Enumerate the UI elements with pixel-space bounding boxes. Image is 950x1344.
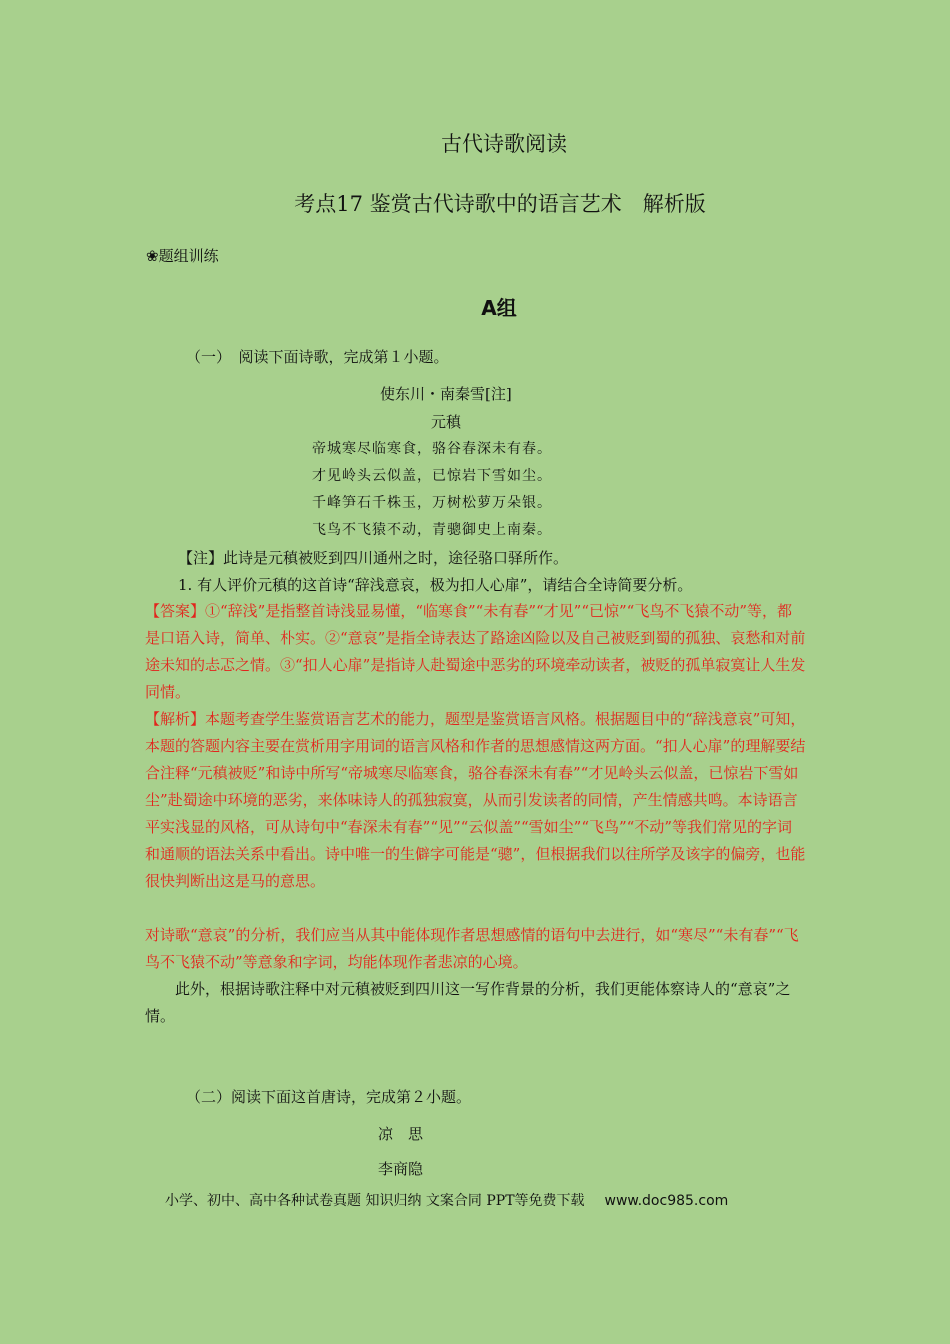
poem1-line: 飞鸟不飞猿不动，青骢御史上南秦。: [312, 522, 552, 538]
page-footer: [165, 1190, 728, 1210]
poem1-title: 使东川・南秦雪[注]: [380, 385, 512, 403]
poem1-author: 元稹: [431, 413, 462, 431]
answer-block: 【答案】①“辞浅”是指整首诗浅显易懂，“临寒食”“未有春”“才见”“已惊”“飞鸟不飞猿不动”等，都是口语入诗，简单、朴实。②“意哀”是指全诗表达了路途凶险以及自己被贬到蜀的孤独、哀愁和对前途未知的忐忑之情。③“扣人心扉”是指诗人赴蜀途中恶劣的环境牵动读者，被贬的孤单寂寞让人生发同情。: [145, 602, 806, 701]
poem1-note: 【注】此诗是元稹被贬到四川通州之时，途径骆口驿所作。: [178, 549, 569, 567]
question-1: 1. 有人评价元稹的这首诗“辞浅意哀，极为扣人心扉”，请结合全诗简要分析。: [178, 576, 693, 594]
poem2-author: 李商隐: [378, 1160, 424, 1178]
document-subtitle: 考点17 鉴赏古代诗歌中的语言艺术 解析版: [294, 192, 706, 216]
poem1-line: 才见岭头云似盖，已惊岩下雪如尘。: [312, 468, 552, 484]
footer-url[interactable]: www.doc985.com: [604, 1193, 729, 1209]
document-title: 古代诗歌阅读: [441, 132, 567, 156]
footer-text: 小学、初中、高中各种试卷真题 知识归纳 文案合同 PPT等免费下载: [165, 1193, 585, 1209]
group-label: A组: [481, 296, 517, 320]
analysis-block: 【解析】本题考查学生鉴赏语言艺术的能力，题型是鉴赏语言风格。根据题目中的“辞浅意哀”可知，本题的答题内容主要在赏析用字用词的语言风格和作者的思想感情这两方面。“扣人心扉”的理解要结合注释“元稹被贬”和诗中所写“帝城寒尽临寒食，骆谷春深未有春”“才见岭头云似盖，已惊岩下雪如尘”赴蜀途中环境的恶劣，来体味诗人的孤独寂寞，从而引发读者的同情，产生情感共鸣。本诗语言平实浅显的风格，可从诗句中“春深未有春”“见”“云似盖”“雪如尘”“飞鸟”“不动”等我们常见的字词和通顺的语法关系中看出。诗中唯一的生僻字可能是“骢”，但根据我们以往所学及该字的偏旁，也能很快判断出这是马的意思。: [145, 710, 806, 890]
poem2-title: 凉 思: [378, 1125, 424, 1143]
part2-intro: （二）阅读下面这首唐诗，完成第２小题。: [186, 1088, 472, 1106]
analysis-block-2: 对诗歌“意哀”的分析，我们应当从其中能体现作者思想感情的语句中去进行，如“寒尽”“未有春”“飞鸟不飞猿不动”等意象和字词，均能体现作者悲凉的心境。: [145, 926, 799, 971]
analysis-block-3: 此外，根据诗歌注释中对元稹被贬到四川这一写作背景的分析，我们更能体察诗人的“意哀”之情。: [145, 980, 791, 1025]
poem1-line: 千峰笋石千株玉，万树松萝万朵银。: [312, 495, 552, 511]
section-label: ❀题组训练: [146, 247, 219, 265]
part1-intro: （一） 阅读下面诗歌，完成第１小题。: [186, 348, 449, 366]
poem1-line: 帝城寒尽临寒食，骆谷春深未有春。: [312, 441, 552, 457]
